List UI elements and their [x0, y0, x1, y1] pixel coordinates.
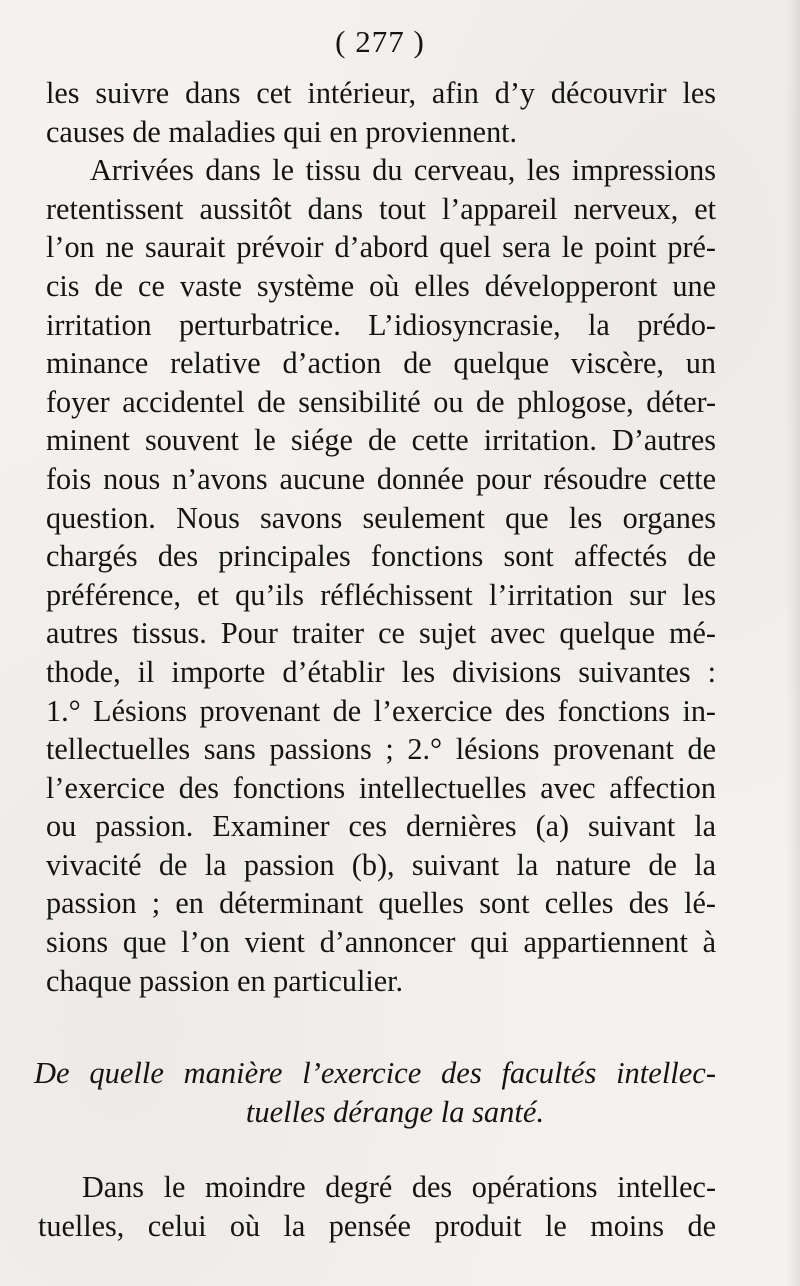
text-line: autres tissus. Pour traiter ce sujet avec quelque mé-	[46, 616, 716, 651]
text-line: chargés des principales fonctions sont affectés de	[46, 539, 716, 574]
text-line: sions que l’on vient d’annoncer qui appartiennent à	[46, 925, 716, 960]
text-line: causes de maladies qui en proviennent.	[46, 114, 518, 149]
text-line: retentissent aussitôt dans tout l’appareil nerveux, et	[46, 191, 716, 226]
text-line: l’on ne saurait prévoir d’abord quel sera le point pré-	[46, 230, 716, 265]
paragraph-first-line: Dans le moindre degré des opérations intellec-	[82, 1170, 716, 1204]
main-text-block	[46, 74, 716, 1000]
page-edge-shadow	[786, 0, 800, 1286]
text-line: préférence, et qu’ils réfléchissent l’irritation sur les	[46, 577, 716, 612]
text-line: vivacité de la passion (b), suivant la nature de la	[46, 847, 716, 882]
text-line: chaque passion en particulier.	[46, 963, 404, 998]
text-line: fois nous n’avons aucune donnée pour résoudre cette	[46, 461, 716, 496]
text-line: minance relative d’action de quelque viscère, un	[46, 346, 716, 381]
text-line: passion ; en déterminant quelles sont celles des lé-	[46, 886, 716, 921]
text-line: ou passion. Examiner ces dernières (a) suivant la	[46, 809, 716, 844]
section-text-block	[38, 1168, 716, 1245]
text-line: foyer accidentel de sensibilité ou de phlogose, déter-	[46, 384, 716, 419]
text-line: tellectuelles sans passions ; 2.° lésions provenant de	[46, 732, 716, 767]
text-line: thode, il importe d’établir les divisions suivantes :	[46, 654, 716, 689]
section-heading-line: tuelles dérange la santé.	[245, 1095, 545, 1129]
text-line: les suivre dans cet intérieur, afin d’y découvrir les	[46, 76, 716, 110]
section-heading	[34, 1054, 716, 1132]
text-line: tuelles, celui où la pensée produit le moins de	[38, 1208, 716, 1243]
text-line: question. Nous savons seulement que les organes	[46, 500, 716, 535]
text-line: l’exercice des fonctions intellectuelles avec affection	[46, 770, 716, 805]
page-number: ( 277 )	[335, 24, 425, 59]
section-heading-line: De quelle manière l’exercice des facultés intellec-	[34, 1056, 716, 1090]
text-line: cis de ce vaste système où elles développeront une	[46, 268, 716, 303]
text-line: minent souvent le siége de cette irritation. D’autres	[46, 423, 716, 458]
text-line: 1.° Lésions provenant de l’exercice des fonctions in-	[46, 693, 716, 728]
paragraph-first-line: Arrivées dans le tissu du cerveau, les impressions	[90, 153, 716, 188]
text-line: irritation perturbatrice. L’idiosyncrasie, la prédo-	[46, 307, 716, 342]
